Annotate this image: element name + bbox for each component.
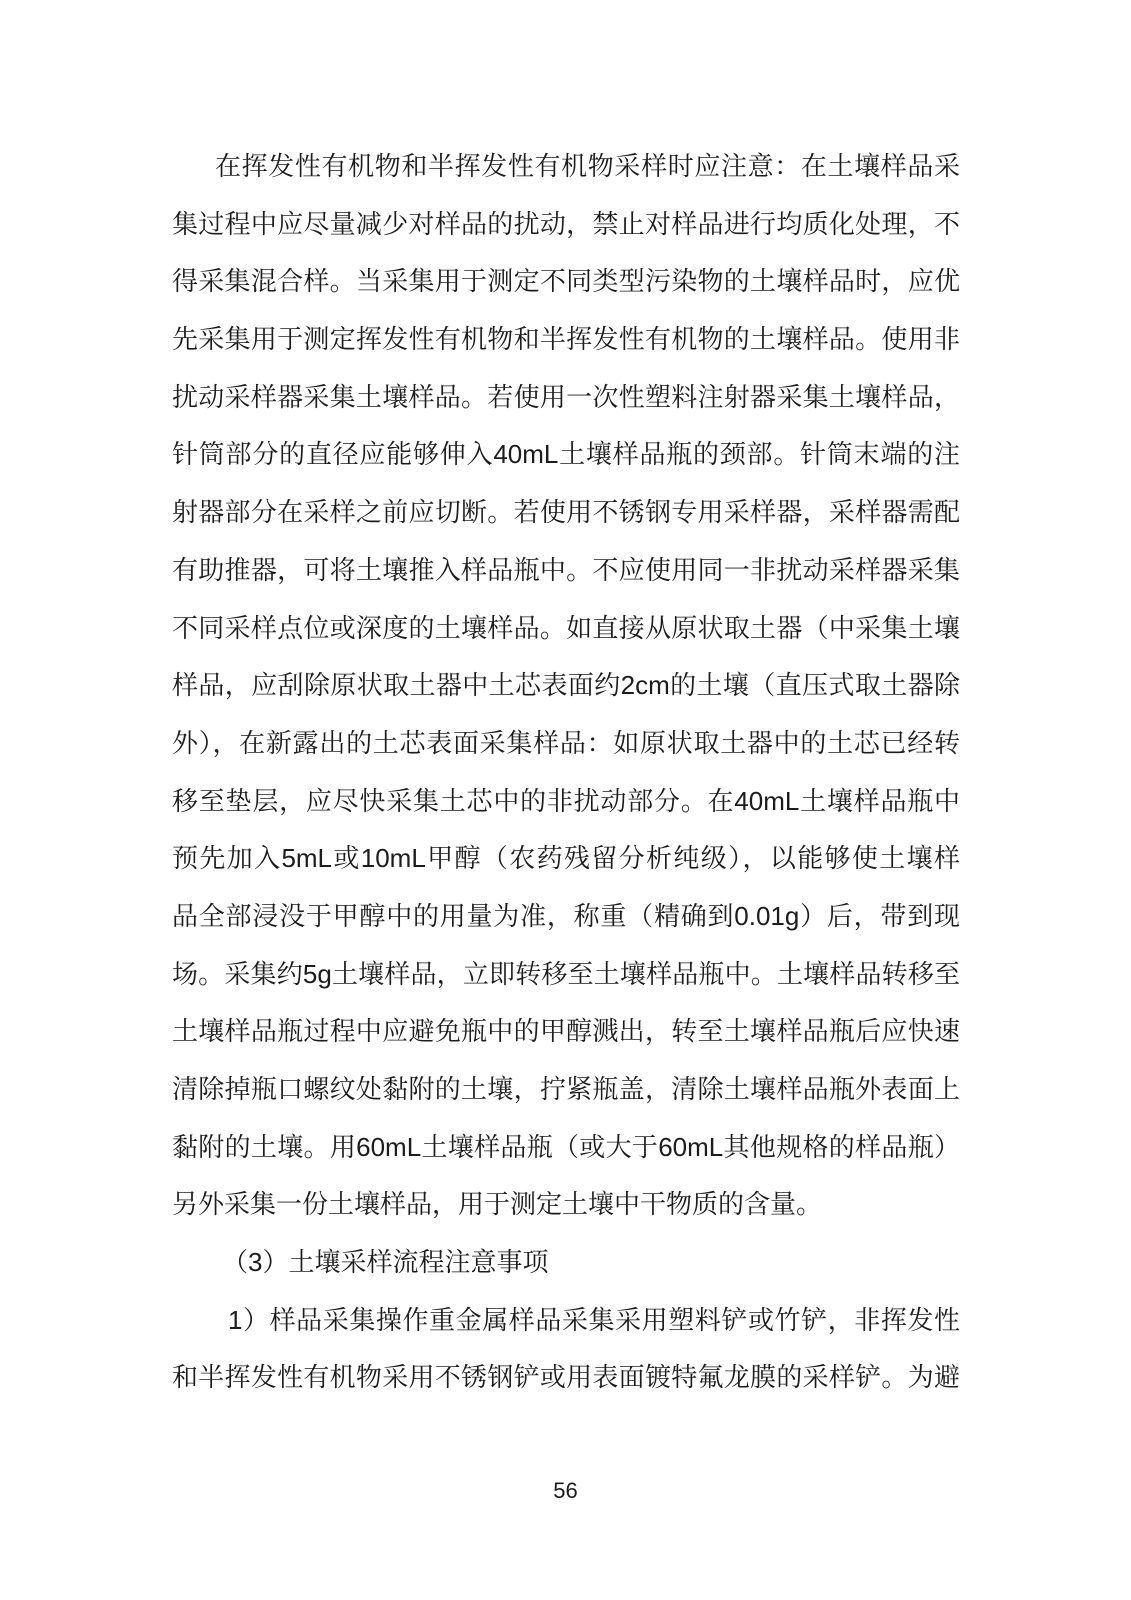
- text-line: 集过程中应尽量减少对样品的扰动，禁止对样品进行均质化处理，不: [172, 208, 960, 239]
- text-line: 有助推器，可将土壤推入样品瓶中。不应使用同一非扰动采样器采集: [172, 554, 960, 585]
- text-line: 样品，应刮除原状取土器中土芯表面约2cm的土壤（直压式取土器除: [172, 670, 960, 701]
- text-block: [172, 138, 960, 1407]
- text-line: 黏附的土壤。用60mL土壤样品瓶（或大于60mL其他规格的样品瓶）: [172, 1131, 960, 1162]
- page-number: 56: [553, 1478, 578, 1503]
- text-line: 品全部浸没于甲醇中的用量为准，称重（精确到0.01g）后，带到现: [172, 900, 960, 931]
- text-line: 不同采样点位或深度的土壤样品。如直接从原状取土器（中采集土壤: [172, 612, 960, 643]
- text-line: 在挥发性有机物和半挥发性有机物采样时应注意：在土壤样品采: [215, 151, 960, 181]
- text-line: 外），在新露出的土芯表面采集样品：如原状取土器中的土芯已经转: [172, 727, 960, 758]
- text-line: 土壤样品瓶过程中应避免瓶中的甲醇溅出，转至土壤样品瓶后应快速: [172, 1016, 960, 1047]
- text-line: （3）土壤采样流程注意事项: [222, 1247, 549, 1278]
- text-line: 和半挥发性有机物采用不锈钢铲或用表面镀特氟龙膜的采样铲。为避: [172, 1362, 960, 1393]
- text-line: 扰动采样器采集土壤样品。若使用一次性塑料注射器采集土壤样品，: [172, 381, 960, 412]
- text-line: 预先加入5mL或10mL甲醇（农药残留分析纯级），以能够使土壤样: [172, 843, 960, 874]
- text-line: 场。采集约5g土壤样品，立即转移至土壤样品瓶中。土壤样品转移至: [172, 958, 960, 989]
- paragraph: [172, 1292, 960, 1407]
- text-line: 1）样品采集操作重金属样品采集采用塑料铲或竹铲，非挥发性: [228, 1304, 960, 1335]
- text-line: 射器部分在采样之前应切断。若使用不锈钢专用采样器，采样器需配: [172, 497, 960, 528]
- paragraph: [172, 1234, 960, 1292]
- text-line: 针筒部分的直径应能够伸入40mL土壤样品瓶的颈部。针筒末端的注: [172, 439, 960, 470]
- text-line: 先采集用于测定挥发性有机物和半挥发性有机物的土壤样品。使用非: [172, 324, 960, 355]
- paragraph: [172, 138, 960, 1234]
- text-line: 另外采集一份土壤样品，用于测定土壤中干物质的含量。: [172, 1189, 823, 1220]
- text-line: 清除掉瓶口螺纹处黏附的土壤，拧紧瓶盖，清除土壤样品瓶外表面上: [172, 1074, 960, 1104]
- text-line: 得采集混合样。当采集用于测定不同类型污染物的土壤样品时，应优: [172, 266, 960, 297]
- text-line: 移至垫层，应尽快采集土芯中的非扰动部分。在40mL土壤样品瓶中: [172, 785, 960, 816]
